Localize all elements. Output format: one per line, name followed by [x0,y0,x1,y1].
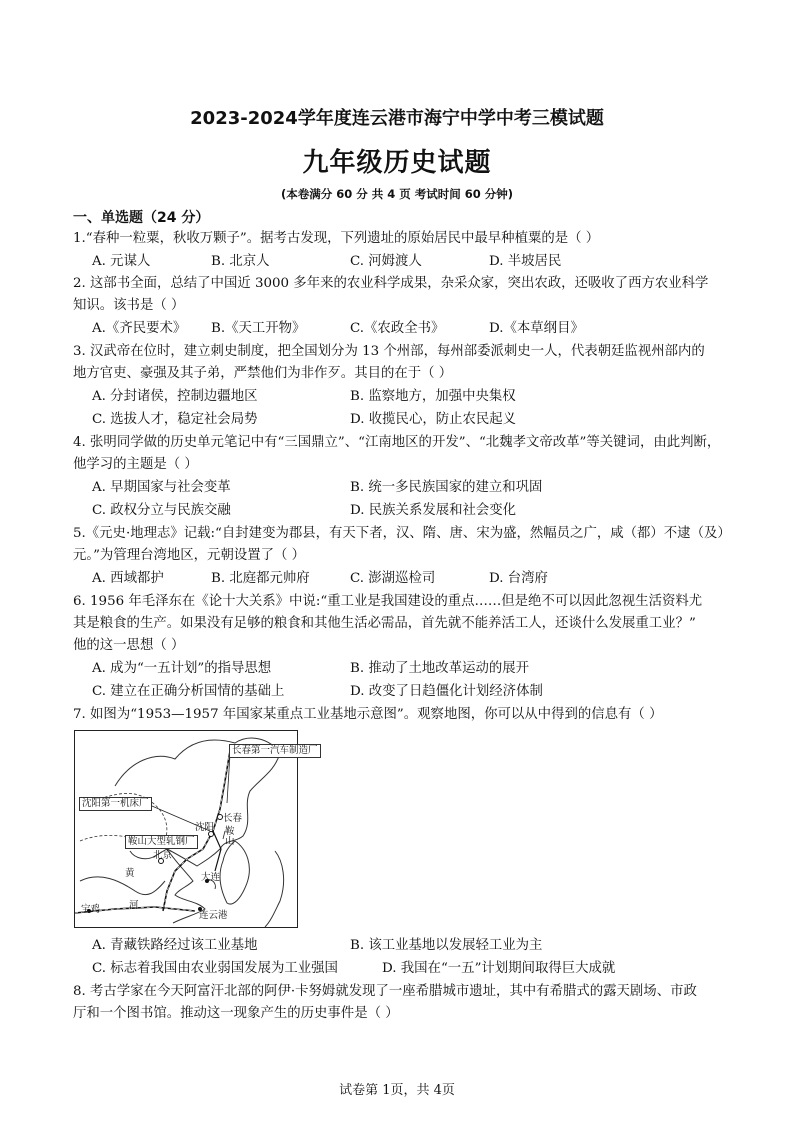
question-8-line-1: 8. 考古学家在今天阿富汗北部的阿伊·卡努姆就发现了一座希腊城市遗址，其中有希腊式的露天剧场、市政 [73,984,697,999]
lianyungang-label: 连云港 [199,910,228,921]
question-3-line-2: 地方官吏、豪强及其子弟，严禁他们为非作歹。其目的在于（ ） [73,366,453,381]
question-1-text: 1.“春种一粒粟，秋收万颗子”。据考古发现，下列遗址的原始居民中最早种植粟的是（ ） [73,231,600,246]
shenyang-label: 沈阳 [195,822,215,833]
section-title: 一、单选题（24 分） [73,210,210,226]
q5-option-c: C. 澎湖巡检司 [350,571,436,586]
question-7-text: 7. 如图为“1953—1957 年国家某重点工业基地示意图”。观察地图，你可以从中得到的信息有（ ） [73,707,663,722]
river-label: 河 [129,900,139,911]
q2-option-b: B.《天工开物》 [211,321,306,336]
q1-option-c: C. 河姆渡人 [350,254,422,269]
q5-option-d: D. 台湾府 [489,571,548,586]
q4-option-b: B. 统一多民族国家的建立和巩固 [350,480,543,495]
q4-option-d: D. 民族关系发展和社会变化 [350,503,517,518]
question-5-line-1: 5.《元史·地理志》记载:“自封建变为郡县，有天下者，汉、隋、唐、宋为盛，然幅员之广，咸（都）不逮（及） [73,526,731,541]
q1-option-d: D. 半坡居民 [489,254,562,269]
q6-option-d: D. 改变了日趋僵化计划经济体制 [350,684,543,699]
question-6-line-3: 他的这一思想（ ） [73,638,185,653]
q3-option-b: B. 监察地方，加强中央集权 [350,389,516,404]
yellow-label: 黄 [125,868,135,879]
q1-option-b: B. 北京人 [211,254,270,269]
q6-option-c: C. 建立在正确分析国情的基础上 [92,684,285,699]
q4-option-c: C. 政权分立与民族交融 [92,503,231,518]
question-4-line-1: 4. 张明同学做的历史单元笔记中有“三国鼎立”、“江南地区的开发”、“北魏孝文帝改革”等关键词，由此判断， [73,435,721,450]
q1-option-a: A. 元谋人 [92,254,151,269]
anshan-label: 鞍山 [225,826,235,847]
page-footer: 试卷第 1页，共 4页 [339,1083,455,1098]
baoji-label: 宝鸡 [81,904,101,915]
anshan-factory-label: 鞍山大型轧钢厂 [125,835,198,849]
q3-option-c: C. 选拔人才，稳定社会局势 [92,412,258,427]
q3-option-a: A. 分封诸侯，控制边疆地区 [92,389,258,404]
question-6-line-1: 6. 1956 年毛泽东在《论十大关系》中说:“重工业是我国建设的重点……但是绝不可以因此忽视生活资料尤 [73,594,703,609]
exam-info: (本卷满分 60 分 共 4 页 考试时间 60 分钟) [280,187,514,201]
question-4-line-2: 他学习的主题是（ ） [73,457,198,472]
q5-option-b: B. 北庭都元帅府 [211,571,310,586]
q6-option-a: A. 成为“一五计划”的指导思想 [92,661,272,676]
q2-option-d: D.《本草纲目》 [489,321,584,336]
q5-option-a: A. 西域都护 [92,571,164,586]
q7-option-c: C. 标志着我国由农业弱国发展为工业强国 [92,961,338,976]
map-drawing [75,731,297,927]
shenyang-factory-label: 沈阳第一机床厂 [79,797,152,811]
question-3-line-1: 3. 汉武帝在位时，建立刺史制度，把全国划分为 13 个州部，每州部委派刺史一人，代表朝廷监视州部内的 [73,344,705,359]
q7-option-a: A. 青藏铁路经过该工业基地 [92,938,258,953]
question-2-line-1: 2. 这部书全面，总结了中国近 3000 多年来的农业科学成果，杂采众家，突出农政，还吸收了西方农业科学 [73,276,709,291]
beijing-label: 北京 [153,850,173,861]
q7-option-b: B. 该工业基地以发展轻工业为主 [350,938,543,953]
q3-option-d: D. 收揽民心，防止农民起义 [350,412,517,427]
q2-option-c: C.《农政全书》 [350,321,445,336]
question-6-line-2: 其是粮食的生产。如果没有足够的粮食和其他生活必需品，首先就不能养活工人，还谈什么发展重工业？” [73,616,696,631]
changchun-label: 长春 [223,813,243,824]
changchun-factory-label: 长春第一汽车制造厂 [229,744,321,758]
q4-option-a: A. 早期国家与社会变革 [92,480,231,495]
industrial-base-map [74,730,318,928]
q7-option-d: D. 我国在“一五”计划期间取得巨大成就 [382,961,616,976]
question-8-line-2: 厅和一个图书馆。推动这一现象产生的历史事件是（ ） [73,1006,399,1021]
exam-title: 2023-2024学年度连云港市海宁中学中考三模试题 [190,108,604,129]
q2-option-a: A.《齐民要术》 [92,321,187,336]
question-5-line-2: 元。”为管理台湾地区，元朝设置了（ ） [73,548,306,563]
dalian-label: 大连 [201,872,221,883]
q6-option-b: B. 推动了土地改革运动的展开 [350,661,530,676]
subject-title: 九年级历史试题 [302,148,492,178]
question-2-line-2: 知识。该书是（ ） [73,298,185,313]
